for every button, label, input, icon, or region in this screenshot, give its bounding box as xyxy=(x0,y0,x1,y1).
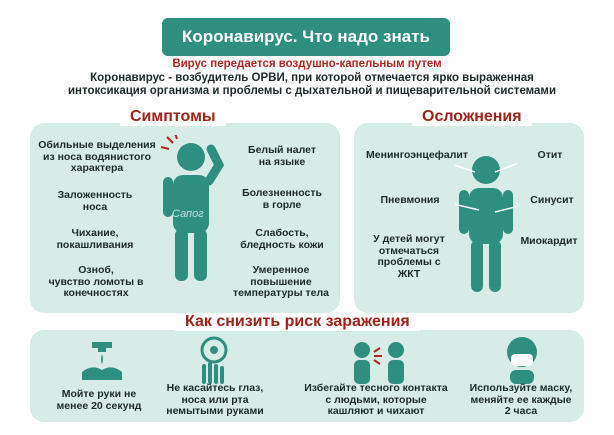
symptom-item: Чихание, покашливания xyxy=(56,227,134,251)
face-touch-icon xyxy=(196,336,232,384)
complication-item: Отит xyxy=(537,149,563,161)
person-icon xyxy=(455,150,517,295)
subtitle: Вирус передается воздушно-капельным путем xyxy=(172,58,442,70)
complication-item: Пневмония xyxy=(380,194,440,206)
hand-wash-icon xyxy=(78,338,126,384)
watermark: Сапог xyxy=(172,208,204,220)
intro-line-1: Коронавирус - возбудитель ОРВИ, при которой отмечается ярко выраженная xyxy=(90,72,534,84)
symptom-item: Слабость, бледность кожи xyxy=(240,227,324,251)
page-title: Коронавирус. Что надо знать xyxy=(162,18,450,56)
intro-text xyxy=(52,72,572,98)
face-mask-icon xyxy=(502,334,542,384)
people-cough-icon xyxy=(348,340,412,384)
complication-item: Менингоэнцефалит xyxy=(366,149,468,161)
symptom-item: Озноб, чувство ломоты в конечностях xyxy=(48,264,144,299)
complications-title: Осложнения xyxy=(412,108,532,126)
symptom-item: Белый налет на языке xyxy=(248,144,316,168)
complication-item: Миокардит xyxy=(520,235,578,247)
symptoms-title: Симптомы xyxy=(120,108,226,126)
symptom-item: Обильные выделения из носа водянистого характера xyxy=(38,139,156,174)
prevention-title: Как снизить риск заражения xyxy=(175,313,420,331)
symptom-item: Болезненность в горле xyxy=(242,187,322,211)
complication-item: Синусит xyxy=(530,194,574,206)
complication-item: У детей могут отмечаться проблемы с ЖКТ xyxy=(373,233,445,280)
prevention-item: Используйте маску, меняйте ее каждые 2 часа xyxy=(469,382,573,417)
prevention-item: Не касайтесь глаз, носа или рта немытыми руками xyxy=(166,382,264,417)
intro-line-2: интоксикация организма и проблемы с дыхательной и пищеварительной системами xyxy=(67,85,557,97)
symptom-item: Умеренное повышение температуры тела xyxy=(233,264,329,299)
symptom-item: Заложенность носа xyxy=(57,189,133,213)
prevention-item: Мойте руки не менее 20 секунд xyxy=(56,388,142,412)
prevention-item: Избегайте тесного контакта с людьми, которые кашляют и чихают xyxy=(304,382,448,417)
